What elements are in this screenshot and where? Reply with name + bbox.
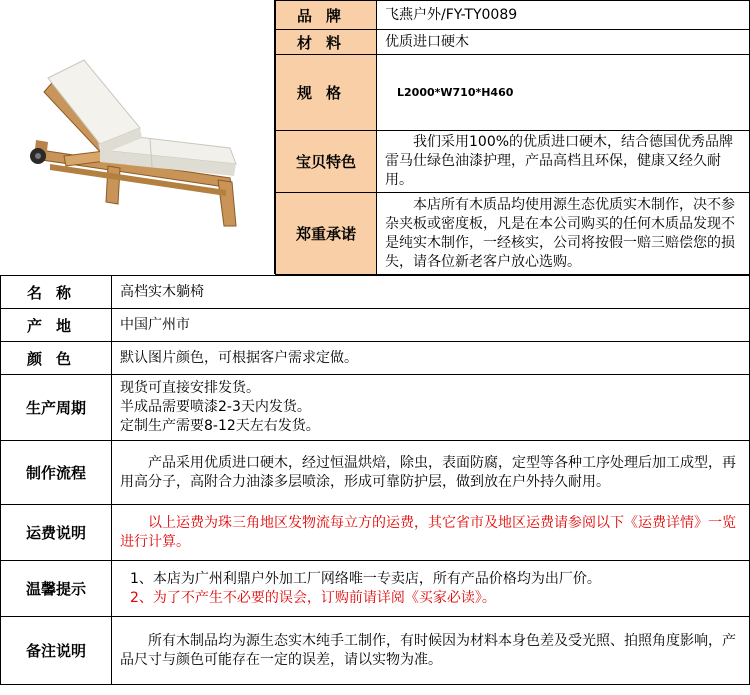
color-label: 颜色 (1, 342, 112, 375)
lead-time-line-1: 现货可直接安排发货。 (120, 380, 260, 396)
detail-row-shipping (1, 505, 750, 561)
promise-label: 郑重承诺 (276, 193, 377, 275)
material-label: 材料 (276, 30, 377, 55)
remarks-label: 备注说明 (1, 617, 112, 685)
tips-value (112, 561, 750, 617)
tips-line-2: 2、为了不产生不必要的误会，订购前请详阅《买家必读》。 (130, 589, 496, 606)
tips-line-1: 1、本店为广州利鼎户外加工厂网络唯一专卖店，所有产品价格均为出厂价。 (130, 570, 601, 587)
process-value: 产品采用优质进口硬木，经过恒温烘焙，除虫，表面防腐，定型等各种工序处理后加工成型，再用高分子，高附合力油漆多层喷涂，形成可靠防护层，做到放在户外持久耐用。 (112, 441, 750, 505)
product-photo (0, 0, 275, 274)
brand-value: 飞燕户外/FY-TY0089 (377, 1, 750, 30)
color-value: 默认图片颜色，可根据客户需求定做。 (112, 342, 750, 375)
detail-row-remarks (1, 617, 750, 685)
spec-table (275, 0, 750, 275)
promise-value: 本店所有木质品均使用源生态优质实木制作，决不参杂夹板或密度板，凡是在本公司购买的任何木质品发现不是纯实木制作，一经核实，公司将按假一赔三赔偿您的损失，请各位新老客户放心选购。 (377, 193, 750, 275)
spec-row-material (276, 30, 750, 55)
detail-row-name (1, 276, 750, 309)
shipping-label: 运费说明 (1, 505, 112, 561)
detail-row-lead-time (1, 375, 750, 441)
size-value-text: L2000*W710*H460 (397, 86, 514, 99)
process-label: 制作流程 (1, 441, 112, 505)
lead-time-label: 生产周期 (1, 375, 112, 441)
size-label: 规格 (276, 55, 377, 131)
detail-row-color (1, 342, 750, 375)
tips-label: 温馨提示 (1, 561, 112, 617)
details-table (0, 275, 750, 685)
size-value (377, 55, 750, 131)
remarks-value: 所有木制品均为源生态实木纯手工制作，有时候因为材料本身色差及受光照、拍照角度影响，产品尺寸与颜色可能存在一定的误差，请以实物为准。 (112, 617, 750, 685)
detail-row-process (1, 441, 750, 505)
material-value: 优质进口硬木 (377, 30, 750, 55)
sun-lounger-icon (0, 0, 274, 274)
name-label: 名称 (1, 276, 112, 309)
name-value: 高档实木躺椅 (112, 276, 750, 309)
spec-row-promise (276, 193, 750, 275)
top-section (0, 0, 750, 274)
features-value: 我们采用100%的优质进口硬木，结合德国优秀品牌雷马仕绿色油漆护理，产品高档且环保，健康又经久耐用。 (377, 131, 750, 193)
detail-row-origin (1, 309, 750, 342)
brand-label: 品牌 (276, 1, 377, 30)
lead-time-line-3: 定制生产需要8-12天左右发货。 (120, 418, 320, 434)
spec-row-features (276, 131, 750, 193)
origin-value: 中国广州市 (112, 309, 750, 342)
spec-row-brand (276, 1, 750, 30)
lead-time-line-2: 半成品需要喷漆2-3天内发货。 (120, 399, 311, 415)
features-label: 宝贝特色 (276, 131, 377, 193)
spec-row-size (276, 55, 750, 131)
lead-time-value (112, 375, 750, 441)
origin-label: 产地 (1, 309, 112, 342)
detail-row-tips (1, 561, 750, 617)
shipping-value: 以上运费为珠三角地区发物流每立方的运费，其它省市及地区运费请参阅以下《运费详情》一览进行计算。 (112, 505, 750, 561)
